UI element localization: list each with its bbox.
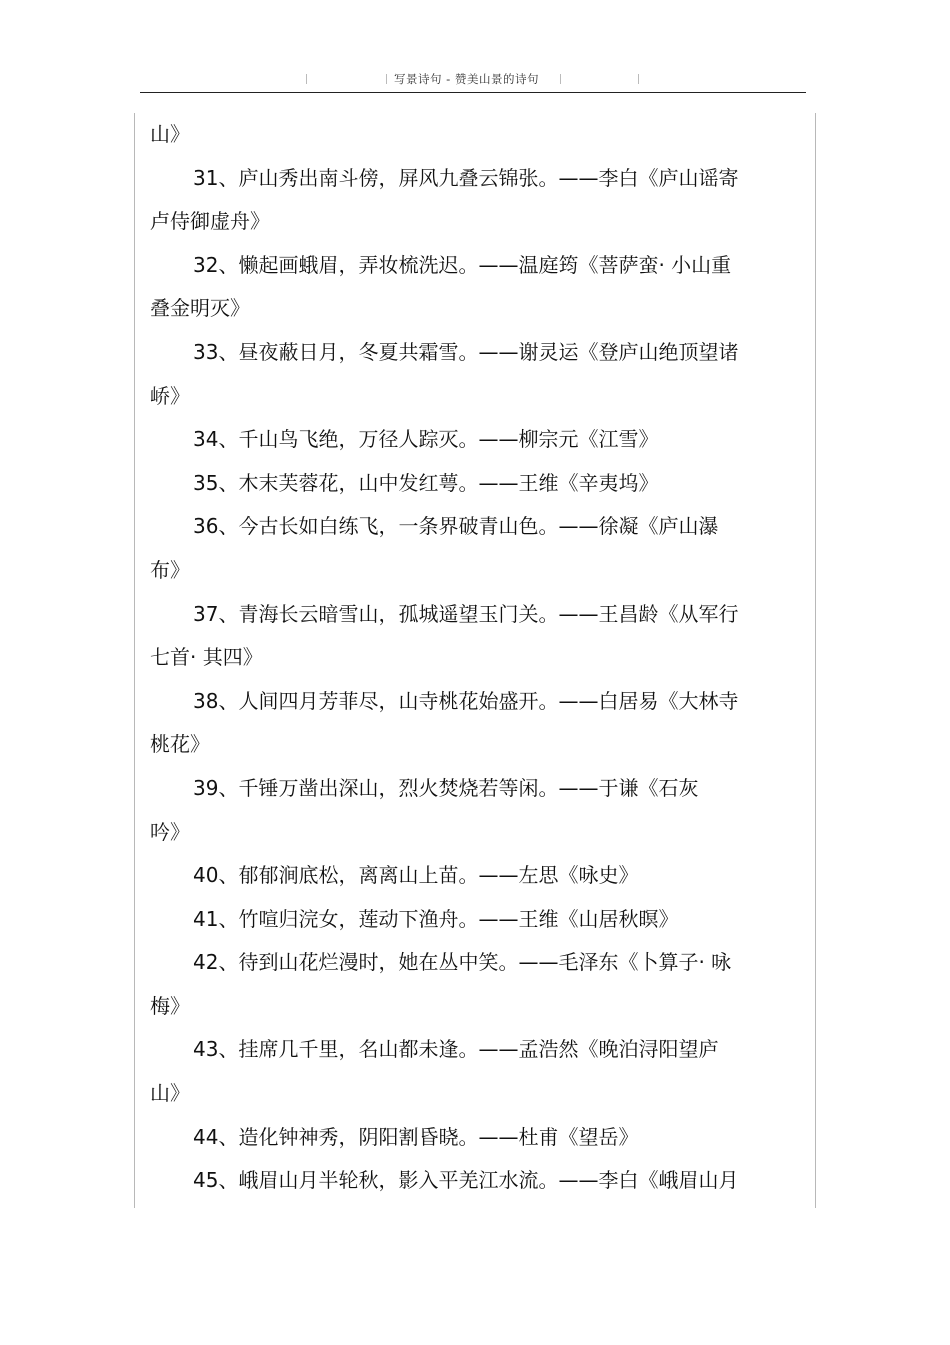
text-line: 43、挂席几千里，名山都未逢。——孟浩然《晚泊浔阳望庐 [193,1037,719,1062]
text-line: 45、峨眉山月半轮秋，影入平羌江水流。——李白《峨眉山月 [193,1168,739,1193]
header-tick-mark [306,74,307,84]
text-line: 40、郁郁涧底松，离离山上苗。——左思《咏史》 [193,863,639,888]
text-line: 卢侍御虚舟》 [150,209,270,234]
text-line: 布》 [150,557,190,582]
header-tick-mark [560,74,561,84]
text-line: 42、待到山花烂漫时，她在丛中笑。——毛泽东《卜算子· 咏 [193,950,732,975]
text-line: 31、庐山秀出南斗傍，屏风九叠云锦张。——李白《庐山谣寄 [193,165,739,190]
page-header [140,66,806,93]
poem-list [150,113,770,1203]
header-title: 写景诗句 - 赞美山景的诗句 [394,72,539,86]
text-line: 峤》 [150,383,190,408]
text-line: 34、千山鸟飞绝，万径人踪灭。——柳宗元《江雪》 [193,427,659,452]
left-margin-line [134,113,135,1208]
text-line: 山》 [150,122,190,146]
text-line: 44、造化钟神秀，阴阳割昏晓。——杜甫《望岳》 [193,1124,639,1149]
text-line: 七首· 其四》 [150,645,263,670]
text-line: 37、青海长云暗雪山，孤城遥望玉门关。——王昌龄《从军行 [193,601,739,626]
text-line: 39、千锤万凿出深山，烈火焚烧若等闲。——于谦《石灰 [193,775,699,800]
text-line: 38、人间四月芳菲尽，山寺桃花始盛开。——白居易《大林寺 [193,688,739,713]
text-line: 41、竹喧归浣女，莲动下渔舟。——王维《山居秋暝》 [193,906,679,931]
text-line: 山》 [150,1081,190,1106]
text-line: 32、懒起画蛾眉，弄妆梳洗迟。——温庭筠《菩萨蛮· 小山重 [193,252,732,277]
text-line: 35、木末芙蓉花，山中发红萼。——王维《辛夷坞》 [193,470,659,495]
text-line: 梅》 [150,993,190,1018]
right-margin-line [815,113,816,1208]
header-tick-mark [386,74,387,84]
header-tick-mark [638,74,639,84]
text-line: 桃花》 [150,732,210,757]
text-line: 叠金明灭》 [150,296,250,321]
text-line: 36、今古长如白练飞，一条界破青山色。——徐凝《庐山瀑 [193,514,719,539]
text-line: 33、昼夜蔽日月，冬夏共霜雪。——谢灵运《登庐山绝顶望诸 [193,339,739,364]
text-line: 吟》 [150,819,190,844]
